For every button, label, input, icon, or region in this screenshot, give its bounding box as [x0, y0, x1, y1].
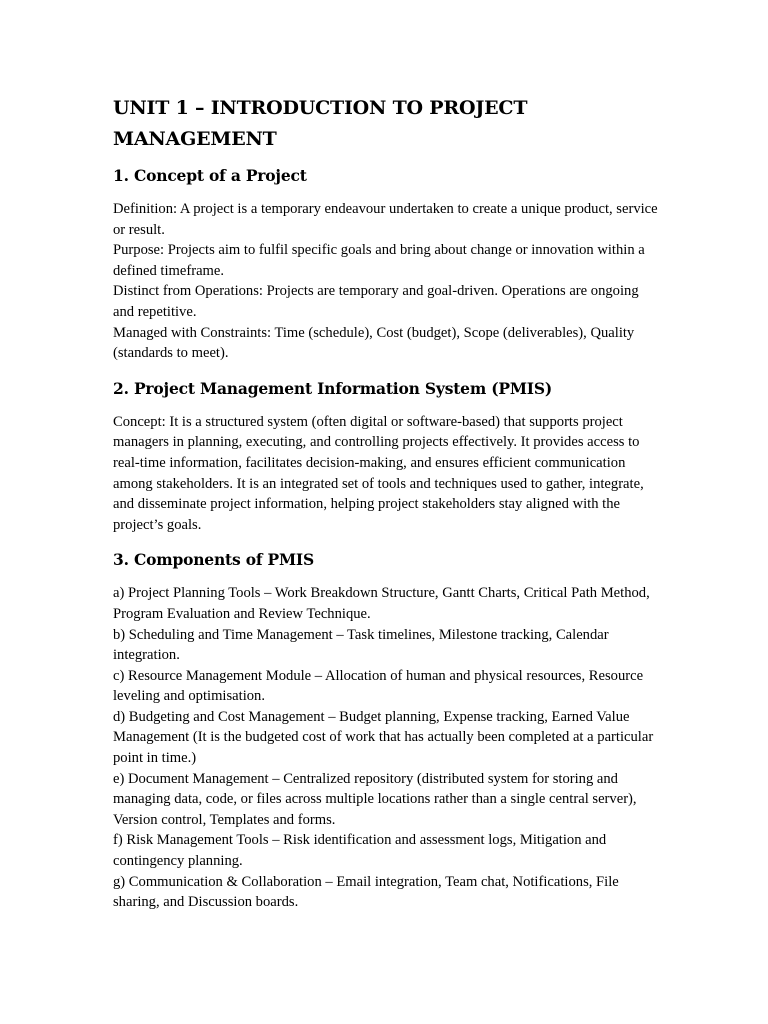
list-item-communication: g) Communication & Collaboration – Email integration, Team chat, Notifications, File sharing, and Discussion boards.	[113, 873, 619, 911]
section-body-pmis	[113, 412, 658, 536]
paragraph-purpose: Purpose: Projects aim to fulfil specific goals and bring about change or innovation within a defined timeframe.	[113, 242, 645, 279]
list-item-resource-management: c) Resource Management Module – Allocation of human and physical resources, Resource leveling and optimisation.	[113, 667, 644, 705]
list-item-budgeting: d) Budgeting and Cost Management – Budget planning, Expense tracking, Earned Value Management (It is the budgeted cost of work that has actually been completed at a particular point in time.)	[113, 708, 654, 767]
paragraph-definition: Definition: A project is a temporary endeavour undertaken to create a unique product, service or result.	[113, 201, 658, 238]
document-page	[113, 93, 658, 927]
list-item-planning-tools: a) Project Planning Tools – Work Breakdown Structure, Gantt Charts, Critical Path Method, Program Evaluation and Review Technique.	[113, 585, 650, 622]
section-heading-pmis: 2. Project Management Information System (PMIS)	[113, 378, 552, 398]
list-item-document-management: e) Document Management – Centralized repository (distributed system for storing and managing data, code, or files across multiple locations rather than a single central server), Version control, Templates and forms.	[113, 770, 637, 828]
paragraph-pmis-concept: Concept: It is a structured system (often digital or software-based) that supports project managers in planning, executing, and controlling projects effectively. It provides access to real-time information, facilitates decision-making, and ensures efficient communication among stakeholders. It is an integrated set of tools and techniques used to gather, integrate, and disseminate project information, helping project stakeholders stay aligned with the project’s goals.	[113, 413, 644, 533]
section-heading-concept-of-project: 1. Concept of a Project	[113, 166, 307, 185]
paragraph-managed-with-constraints: Managed with Constraints: Time (schedule), Cost (budget), Scope (deliverables), Quality (standards to meet).	[113, 324, 635, 362]
section-body-components-of-pmis	[113, 583, 658, 913]
list-item-risk-management: f) Risk Management Tools – Risk identification and assessment logs, Mitigation and contingency planning.	[113, 832, 607, 870]
section-heading-components-of-pmis: 3. Components of PMIS	[113, 550, 314, 570]
section-body-concept-of-project	[113, 199, 658, 364]
paragraph-distinct-from-operations: Distinct from Operations: Projects are temporary and goal-driven. Operations are ongoing and repetitive.	[113, 283, 639, 320]
document-title: UNIT 1 – INTRODUCTION TO PROJECT MANAGEMENT	[113, 97, 528, 150]
list-item-scheduling: b) Scheduling and Time Management – Task timelines, Milestone tracking, Calendar integration.	[113, 626, 609, 664]
